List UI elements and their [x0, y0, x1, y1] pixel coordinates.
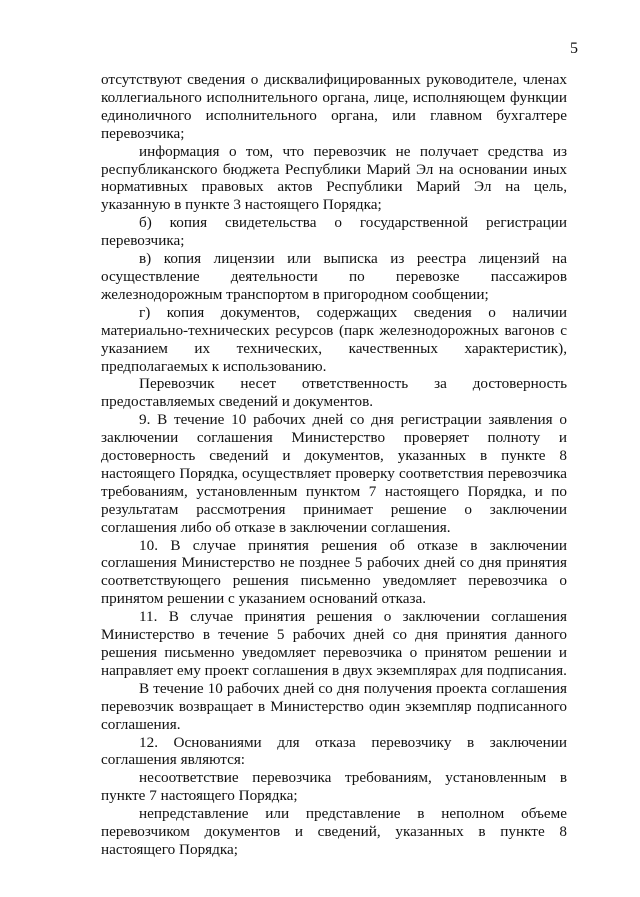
page-number: 5 [570, 40, 578, 57]
paragraph-return-agreement: В течение 10 рабочих дней со дня получения проекта соглашения перевозчик возвращает в Министерство один экземпляр подписанного соглашения. [101, 679, 567, 733]
paragraph-11: 11. В случае принятия решения о заключении соглашения Министерство в течение 5 рабочих дней со дня принятия данного решения письменно уведомляет перевозчика о принятом решении и направляет ему проект соглашения в двух экземплярах для подписания. [101, 608, 567, 679]
paragraph-noncompliance: несоответствие перевозчика требованиям, установленным в пункте 7 настоящего Порядка; [101, 769, 567, 805]
paragraph-budget-info: информация о том, что перевозчик не получает средства из республиканского бюджета Республики Марий Эл на основании иных нормативных правовых актов Республики Марий Эл на цель, указанную в пункте 3 настоящего Порядка; [101, 142, 567, 214]
paragraph-responsibility: Перевозчик несет ответственность за достоверность предоставляемых сведений и документов. [101, 375, 567, 411]
paragraph-disqualified-persons: отсутствуют сведения о дисквалифицированных руководителе, членах коллегиального исполнительного органа, лице, исполняющем функции единоличного исполнительного органа, или главном бухгалтере перевозчика; [101, 71, 567, 142]
paragraph-12: 12. Основаниями для отказа перевозчику в заключении соглашения являются: [101, 733, 567, 769]
paragraph-item-g: г) копия документов, содержащих сведения о наличии материально-технических ресурсов (парк железнодорожных вагонов с указанием их технических, качественных характеристик), предполагаемых к использованию. [101, 303, 567, 375]
paragraph-item-b: б) копия свидетельства о государственной регистрации перевозчика; [101, 214, 567, 250]
paragraph-nonsubmission: непредставление или представление в неполном объеме перевозчиком документов и сведений, указанных в пункте 8 настоящего Порядка; [101, 805, 567, 858]
paragraph-10: 10. В случае принятия решения об отказе в заключении соглашения Министерство не позднее 5 рабочих дней со дня принятия соответствующего решения письменно уведомляет перевозчика о принятом решении с указанием оснований отказа. [101, 536, 567, 608]
paragraph-9: 9. В течение 10 рабочих дней со дня регистрации заявления о заключении соглашения Министерство проверяет полноту и достоверность сведений и документов, указанных в пункте 8 настоящего Порядка, осуществляет проверку соответствия перевозчика требованиям, установленным пунктом 7 настоящего Порядка, и по результатам рассмотрения принимает решение о заключении соглашения либо об отказе в заключении соглашения. [101, 411, 567, 536]
paragraph-item-v: в) копия лицензии или выписка из реестра лицензий на осуществление деятельности по перевозке пассажиров железнодорожным транспортом в пригородном сообщении; [101, 250, 567, 303]
document-body [101, 71, 567, 859]
